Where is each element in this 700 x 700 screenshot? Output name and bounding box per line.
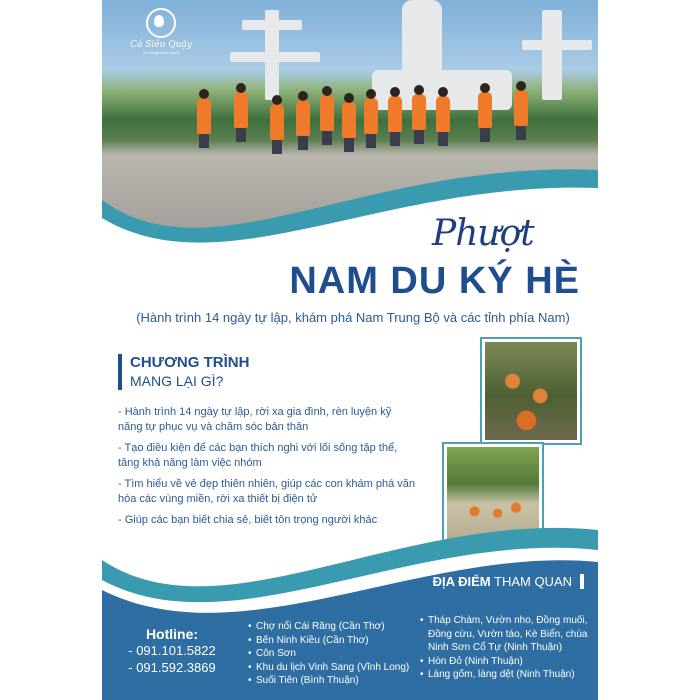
benefit-item: - Tìm hiểu về vẻ đẹp thiên nhiên, giúp các con khám phá văn hóa các vùng miền, rời xa thiết bị điện tử (118, 478, 415, 505)
destination-name: Suối Tiên (Bình Thuận) (256, 675, 359, 686)
list-item (248, 647, 418, 661)
title-main: NAM DU KÝ HÈ (289, 260, 580, 302)
destinations-column-2 (420, 614, 595, 682)
destination-name: Chợ nổi Cái Răng (Cần Thơ) (256, 621, 385, 632)
bullet-icon (248, 620, 256, 634)
destinations-heading-bold: ĐỊA ĐIỂM (432, 574, 491, 589)
poster (102, 0, 598, 700)
destination-name: Làng gốm, làng dệt (Ninh Thuận) (428, 669, 575, 680)
list-item (248, 661, 418, 675)
bullet-icon (248, 647, 256, 661)
benefit-item: - Hành trình 14 ngày tự lập, rời xa gia đình, rèn luyện kỹ năng tự phục vụ và chăm sóc bản thân (118, 406, 392, 433)
list-item (248, 634, 418, 648)
destinations-heading (433, 574, 584, 589)
brand-tagline: Vui sống khỏe mạnh (142, 50, 180, 55)
brand-logo (126, 8, 196, 55)
destinations-column-1 (248, 620, 418, 688)
benefits-list (118, 405, 418, 534)
bullet-icon (420, 668, 428, 682)
destination-name: Tháp Chàm, Vườn nho, Đồng muối, Đồng cừu, Vườn táo, Kè Biển, chùa Ninh Sơn Cổ Tự (Ninh Thuận) (428, 615, 588, 653)
title-script: Phượt (432, 213, 534, 254)
destinations-heading-rest: THAM QUAN (494, 574, 572, 589)
list-item (420, 614, 595, 655)
hotline-block (118, 626, 226, 676)
hotline-number[interactable]: - 091.592.3869 (128, 660, 216, 675)
destination-name: Hòn Đỏ (Ninh Thuận) (428, 655, 523, 667)
bullet-icon (248, 674, 256, 688)
bullet-icon (420, 655, 428, 669)
activity-photo-1 (482, 339, 580, 443)
benefit-item: - Tạo điều kiện để các bạn thích nghi với lối sống tập thể, tăng khả năng làm việc nhóm (118, 442, 398, 469)
hotline-label: Hotline: (145, 626, 199, 642)
brand-name: Cá Siêu Quậy (130, 40, 192, 50)
section-heading-line2: MANG LẠI GÌ? (130, 373, 224, 389)
fish-icon (146, 8, 176, 38)
destination-name: Bến Ninh Kiều (Cần Thơ) (256, 634, 369, 646)
bullet-icon (420, 614, 428, 655)
hotline-number[interactable]: - 091.101.5822 (128, 643, 216, 658)
list-item (248, 674, 418, 688)
section-heading (118, 354, 249, 390)
destination-name: Khu du lịch Vinh Sang (Vĩnh Long) (256, 661, 410, 673)
bullet-icon (248, 661, 256, 675)
list-item (248, 620, 418, 634)
section-heading-line1: CHƯƠNG TRÌNH (130, 354, 250, 371)
subtitle: (Hành trình 14 ngày tự lập, khám phá Nam Trung Bộ và các tỉnh phía Nam) (136, 310, 570, 325)
list-item (420, 668, 595, 682)
bullet-icon (248, 634, 256, 648)
benefit-item: - Giúp các bạn biết chia sẻ, biết tôn trọng người khác (118, 514, 378, 526)
list-item (420, 655, 595, 669)
destination-name: Côn Sơn (256, 648, 296, 659)
